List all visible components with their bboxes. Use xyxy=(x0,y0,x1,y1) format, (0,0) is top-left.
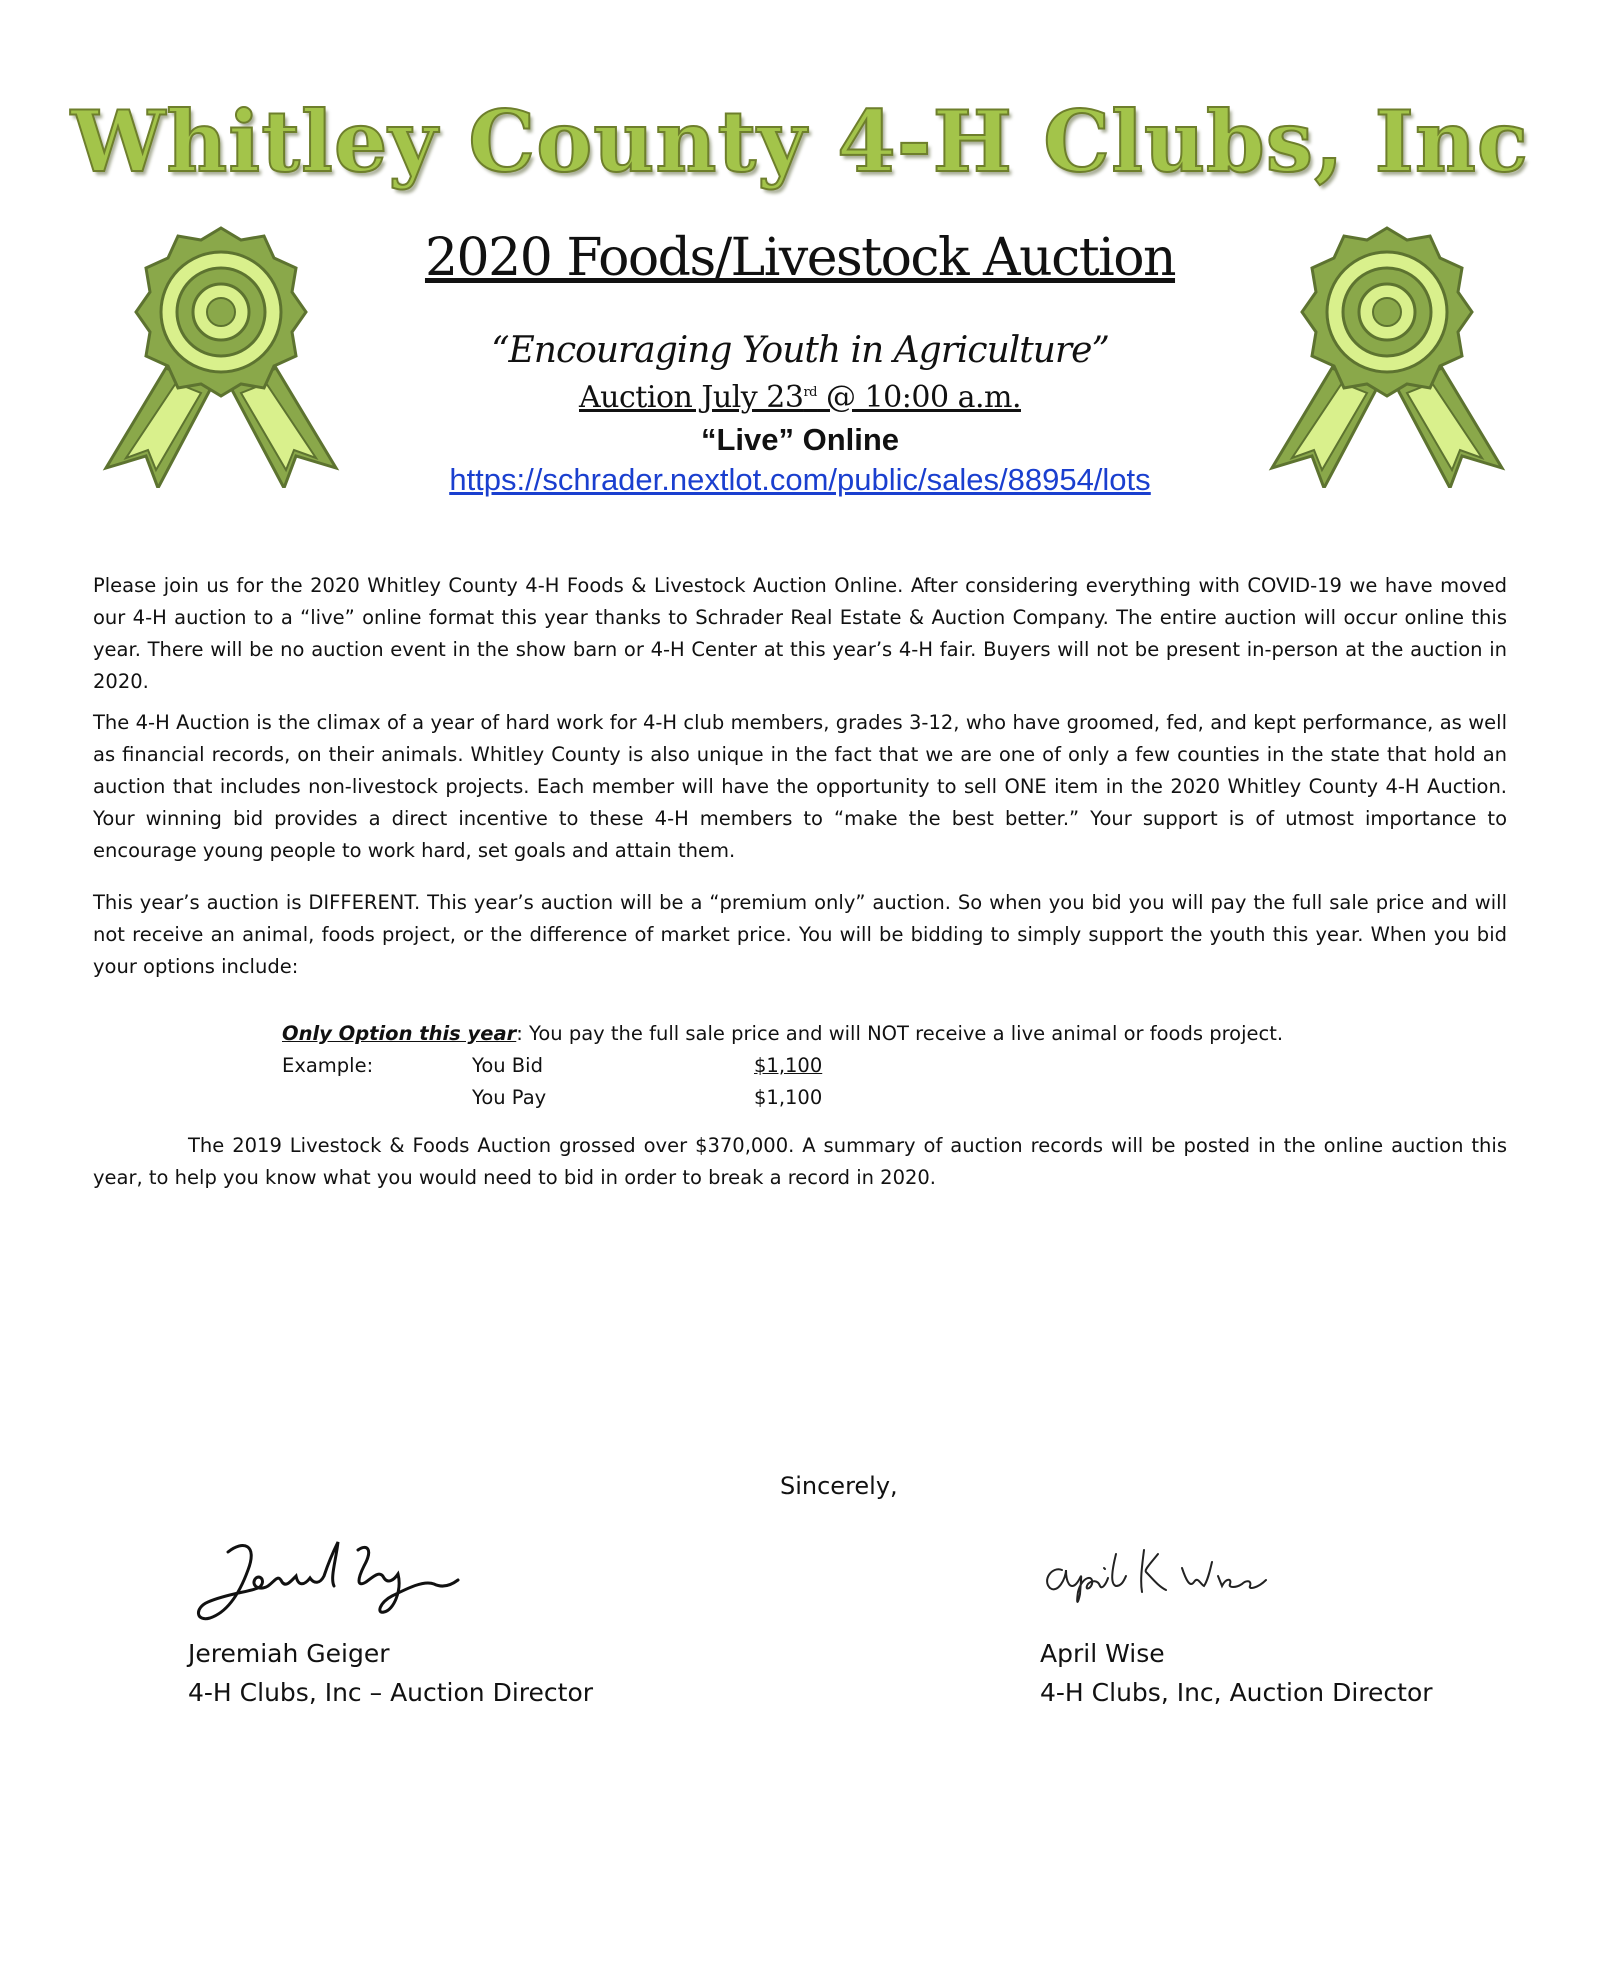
signer-left-name: Jeremiah Geiger xyxy=(188,1639,390,1668)
auction-date-suffix: rd xyxy=(803,385,818,400)
signer-right xyxy=(1040,1634,1433,1712)
slogan: “Encouraging Youth in Agriculture” xyxy=(491,330,1109,371)
signer-right-name: April Wise xyxy=(1040,1639,1165,1668)
auction-sale-link[interactable]: https://schrader.nextlot.com/public/sales/88954/lots xyxy=(449,462,1151,497)
option-line xyxy=(282,1018,1432,1050)
closing-sincerely: Sincerely, xyxy=(780,1472,898,1500)
auction-time: @ 10:00 a.m. xyxy=(817,380,1021,415)
example-row-pay xyxy=(282,1082,1432,1114)
signer-right-title: 4-H Clubs, Inc, Auction Director xyxy=(1040,1678,1433,1707)
paragraph-about: The 4-H Auction is the climax of a year of hard work for 4-H club members, grades 3-12, who have groomed, fed, and kept performance, as well as financial records, on their animals. Whitley County is also unique in the fact that we are one of only a few counties in the state that hold an auction that includes non-livestock projects. Each member will have the opportunity to sell ONE item in the 2020 Whitley County 4-H Auction. Your winning bid provides a direct incentive to these 4-H members to “make the best better.” Your support is of utmost importance to encourage young people to work hard, set goals and attain them. xyxy=(93,711,1507,862)
you-bid-label: You Bid xyxy=(472,1054,543,1077)
live-online-label: “Live” Online xyxy=(700,422,900,457)
signature-april-wise xyxy=(1032,1540,1312,1610)
you-pay-value: $1,100 xyxy=(754,1086,823,1109)
signer-left-title: 4-H Clubs, Inc – Auction Director xyxy=(188,1678,594,1707)
example-label: Example: xyxy=(282,1054,374,1077)
paragraph-summary: The 2019 Livestock & Foods Auction grossed over $370,000. A summary of auction records will be posted in the online auction this year, to help you know what you would need to bid in order to break a record in 2020. xyxy=(93,1134,1507,1189)
option-text: : You pay the full sale price and will NOT receive a live animal or foods project. xyxy=(516,1022,1284,1045)
auction-date xyxy=(0,380,1600,415)
option-block xyxy=(282,1018,1432,1114)
signer-left xyxy=(188,1634,593,1712)
you-bid-value: $1,100 xyxy=(754,1054,823,1077)
option-label: Only Option this year xyxy=(282,1022,517,1045)
paragraph-intro: Please join us for the 2020 Whitley County 4-H Foods & Livestock Auction Online. After considering everything with COVID-19 we have moved our 4-H auction to a “live” online format this year thanks to Schrader Real Estate & Auction Company. The entire auction will occur online this year. There will be no auction event in the show barn or 4-H Center at this year’s 4-H fair. Buyers will not be present in-person at the auction in 2020. xyxy=(93,574,1507,693)
auction-title: 2020 Foods/Livestock Auction xyxy=(424,228,1176,288)
org-title: Whitley County 4-H Clubs, Inc xyxy=(70,92,1530,191)
example-row-bid xyxy=(282,1050,1432,1082)
auction-date-prefix: Auction July 23 xyxy=(579,380,804,415)
paragraph-different: This year’s auction is DIFFERENT. This year’s auction will be a “premium only” auction. So when you bid you will pay the full sale price and will not receive an animal, foods project, or the difference of market price. You will be bidding to simply support the youth this year. When you bid your options include: xyxy=(93,891,1507,978)
you-pay-label: You Pay xyxy=(472,1086,547,1109)
sale-link-wrap xyxy=(0,462,1600,498)
signature-jeremiah-geiger xyxy=(188,1530,468,1630)
